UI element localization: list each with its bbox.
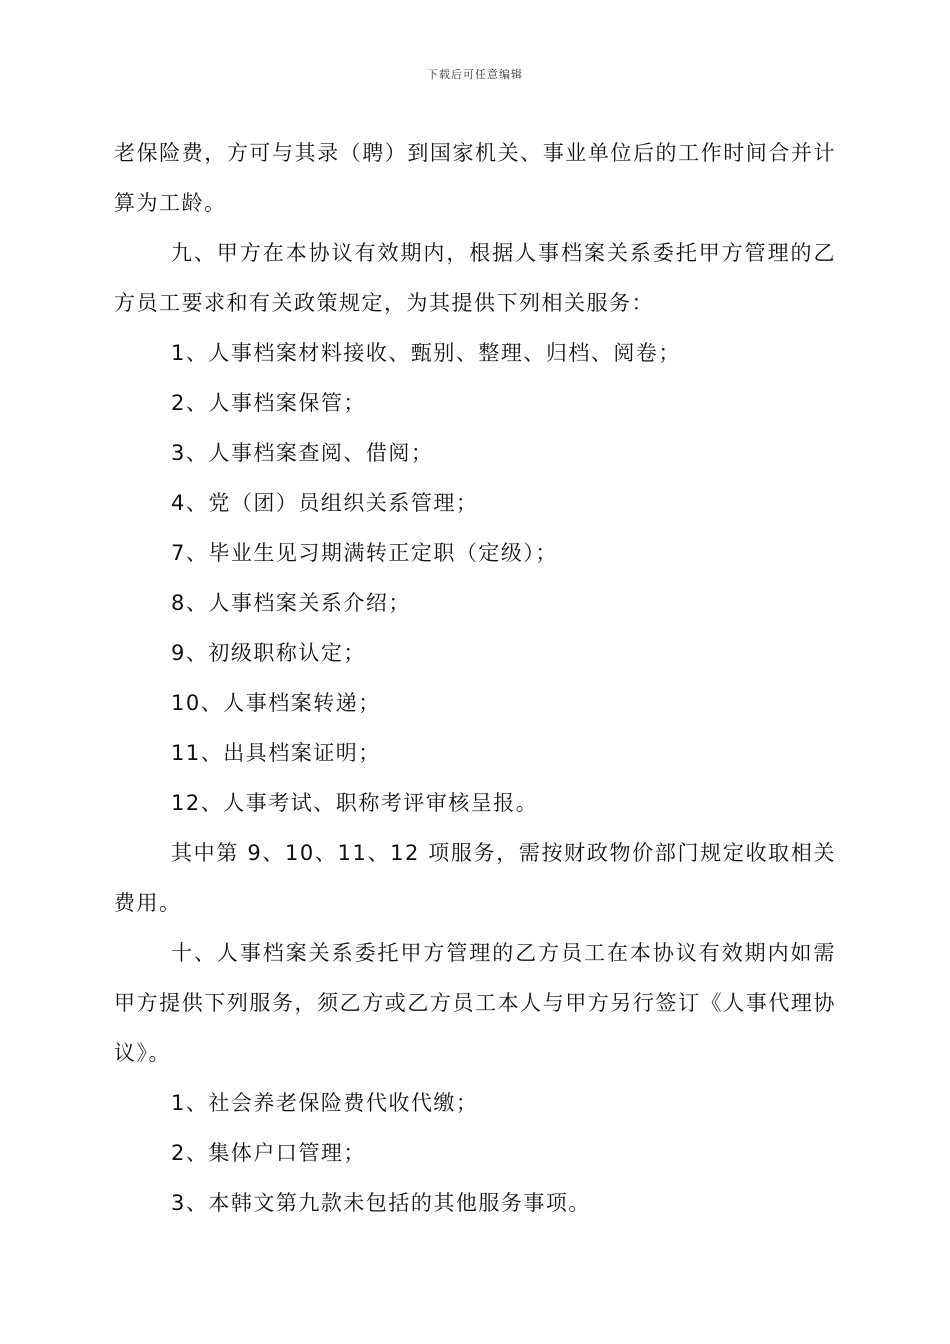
list-item: 3、人事档案查阅、借阅；: [171, 441, 434, 465]
paragraph-clause-9: 九、甲方在本协议有效期内，根据人事档案关系委托甲方管理的乙方员工要求和有关政策规定，为其提供下列相关服务：: [114, 241, 836, 315]
list-item: 2、集体户口管理；: [171, 1141, 366, 1165]
document-body: [114, 128, 836, 1228]
list-item: 3、本韩文第九款未包括的其他服务事项。: [171, 1191, 591, 1215]
page-header: 下载后可任意编辑: [427, 68, 523, 81]
paragraph-fee-note: 其中第 9、10、11、12 项服务，需按财政物价部门规定收取相关费用。: [114, 841, 836, 915]
list-item: 7、毕业生见习期满转正定职（定级）；: [171, 541, 558, 565]
list-item: 8、人事档案关系介绍；: [171, 591, 411, 615]
list-item: 1、人事档案材料接收、甄别、整理、归档、阅卷；: [171, 341, 681, 365]
paragraph-continuation: 老保险费，方可与其录（聘）到国家机关、事业单位后的工作时间合并计算为工龄。: [114, 141, 836, 215]
list-item: 4、党（团）员组织关系管理；: [171, 491, 479, 515]
list-item: 12、人事考试、职称考评审核呈报。: [171, 791, 539, 815]
paragraph-clause-10: 十、人事档案关系委托甲方管理的乙方员工在本协议有效期内如需甲方提供下列服务，须乙方或乙方员工本人与甲方另行签订《人事代理协议》。: [114, 941, 836, 1065]
list-item: 1、社会养老保险费代收代缴；: [171, 1091, 479, 1115]
list-item: 2、人事档案保管；: [171, 391, 366, 415]
list-item: 11、出具档案证明；: [171, 741, 381, 765]
list-item: 9、初级职称认定；: [171, 641, 366, 665]
list-item: 10、人事档案转递；: [171, 691, 381, 715]
